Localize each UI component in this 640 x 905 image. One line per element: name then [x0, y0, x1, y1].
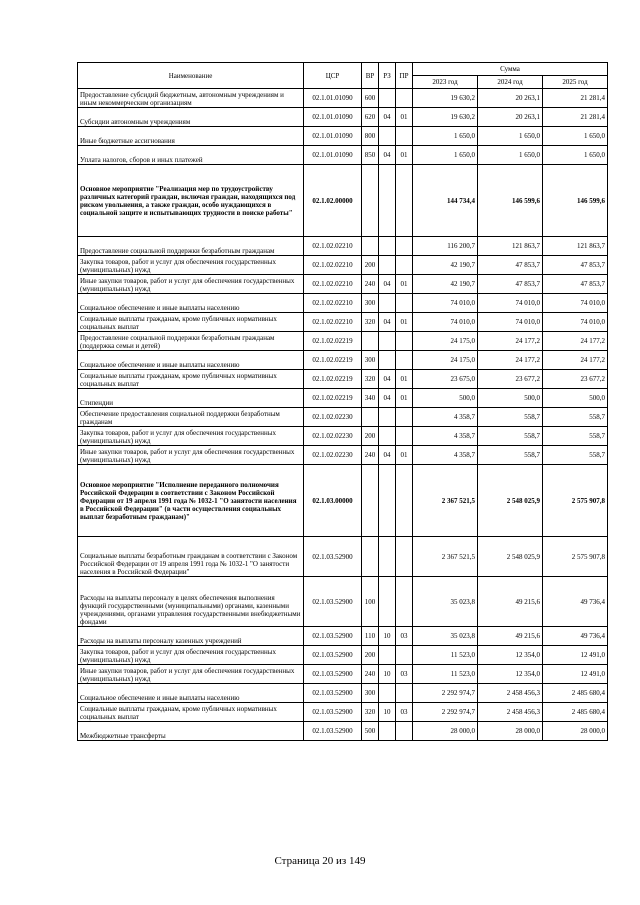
table-row: [78, 703, 608, 722]
table-row: [78, 646, 608, 665]
row-name: Социальное обеспечение и иные выплаты населению: [78, 351, 304, 370]
row-csr: 02.1.01.01090: [304, 108, 362, 127]
row-sum-2024: 146 599,6: [478, 165, 543, 237]
row-vr: 300: [362, 294, 379, 313]
row-csr: 02.1.03.00000: [304, 465, 362, 537]
row-rz: [379, 127, 396, 146]
row-name: Стипендии: [78, 389, 304, 408]
header-csr: ЦСР: [304, 63, 362, 89]
row-pr: 03: [396, 627, 413, 646]
row-sum-2024: 12 354,0: [478, 665, 543, 684]
row-sum-2025: 2 485 680,4: [543, 703, 608, 722]
table-row: [78, 294, 608, 313]
row-sum-2024: 47 853,7: [478, 275, 543, 294]
row-sum-2024: 20 263,1: [478, 89, 543, 108]
row-sum-2024: 558,7: [478, 408, 543, 427]
row-pr: 01: [396, 146, 413, 165]
row-sum-2023: 11 523,0: [413, 665, 478, 684]
row-sum-2023: 4 358,7: [413, 427, 478, 446]
row-sum-2025: 74 010,0: [543, 313, 608, 332]
row-pr: [396, 684, 413, 703]
row-rz: [379, 89, 396, 108]
row-csr: 02.1.02.02219: [304, 332, 362, 351]
table-row: [78, 627, 608, 646]
row-sum-2023: 28 000,0: [413, 722, 478, 741]
table-row: [78, 165, 608, 237]
row-sum-2024: 558,7: [478, 427, 543, 446]
table-row: [78, 256, 608, 275]
header-name: Наименование: [78, 63, 304, 89]
table-row: [78, 146, 608, 165]
header-pr: ПР: [396, 63, 413, 89]
table-row: [78, 108, 608, 127]
row-sum-2024: 1 650,0: [478, 127, 543, 146]
row-sum-2024: 20 263,1: [478, 108, 543, 127]
row-csr: 02.1.02.02230: [304, 446, 362, 465]
row-csr: 02.1.03.52900: [304, 627, 362, 646]
row-sum-2023: 2 367 521,5: [413, 537, 478, 577]
row-csr: 02.1.03.52900: [304, 684, 362, 703]
row-name: Расходы на выплаты персоналу в целях обеспечения выполнения функций государственными (муниципальными) органами, казенными учреждениями, органами управления государственными внебюджетными фондами: [78, 577, 304, 627]
row-sum-2024: 49 215,6: [478, 577, 543, 627]
row-sum-2025: 21 281,4: [543, 89, 608, 108]
table-row: [78, 665, 608, 684]
header-vr: ВР: [362, 63, 379, 89]
row-rz: 10: [379, 665, 396, 684]
row-csr: 02.1.02.02210: [304, 294, 362, 313]
row-sum-2023: 2 292 974,7: [413, 703, 478, 722]
row-sum-2025: 1 650,0: [543, 127, 608, 146]
row-sum-2023: 2 292 974,7: [413, 684, 478, 703]
row-name: Социальные выплаты гражданам, кроме публичных нормативных социальных выплат: [78, 313, 304, 332]
row-rz: [379, 577, 396, 627]
row-sum-2023: 2 367 521,5: [413, 465, 478, 537]
row-sum-2025: 47 853,7: [543, 275, 608, 294]
row-vr: [362, 332, 379, 351]
row-sum-2025: 21 281,4: [543, 108, 608, 127]
table-row: [78, 577, 608, 627]
row-vr: [362, 237, 379, 256]
row-vr: 320: [362, 703, 379, 722]
row-sum-2023: 42 190,7: [413, 256, 478, 275]
header-sum: Сумма: [413, 63, 608, 76]
table-body: [78, 89, 608, 741]
row-csr: 02.1.03.52900: [304, 665, 362, 684]
row-csr: 02.1.01.01090: [304, 89, 362, 108]
row-pr: [396, 165, 413, 237]
row-csr: 02.1.02.02210: [304, 237, 362, 256]
row-rz: [379, 408, 396, 427]
row-csr: 02.1.03.52900: [304, 646, 362, 665]
row-vr: [362, 165, 379, 237]
table-row: [78, 537, 608, 577]
row-sum-2024: 24 177,2: [478, 351, 543, 370]
row-sum-2025: 28 000,0: [543, 722, 608, 741]
row-sum-2025: 558,7: [543, 408, 608, 427]
row-pr: 01: [396, 389, 413, 408]
row-pr: [396, 351, 413, 370]
row-name: Субсидии автономным учреждениям: [78, 108, 304, 127]
row-sum-2025: 49 736,4: [543, 577, 608, 627]
row-sum-2024: 500,0: [478, 389, 543, 408]
row-csr: 02.1.02.02230: [304, 427, 362, 446]
row-pr: [396, 127, 413, 146]
row-name: Уплата налогов, сборов и иных платежей: [78, 146, 304, 165]
row-rz: [379, 332, 396, 351]
table-header: [78, 63, 608, 89]
row-sum-2025: 558,7: [543, 446, 608, 465]
row-sum-2025: 2 575 907,8: [543, 465, 608, 537]
row-sum-2024: 2 548 025,9: [478, 465, 543, 537]
row-pr: [396, 332, 413, 351]
row-rz: 04: [379, 146, 396, 165]
row-sum-2025: 49 736,4: [543, 627, 608, 646]
row-csr: 02.1.03.52900: [304, 577, 362, 627]
table-row: [78, 275, 608, 294]
row-vr: [362, 408, 379, 427]
row-rz: [379, 465, 396, 537]
row-csr: 02.1.02.00000: [304, 165, 362, 237]
row-sum-2025: 74 010,0: [543, 294, 608, 313]
row-vr: 240: [362, 665, 379, 684]
row-sum-2023: 4 358,7: [413, 408, 478, 427]
row-name: Основное мероприятие "Исполнение переданного полномочия Российской Федерации в соответствии с Законом Российской Федерации от 19 апреля 1991 года № 1032-1 "О занятости населения в Российской Федерации" (в части осуществления социальных выплат безработным гражданам)": [78, 465, 304, 537]
row-vr: 300: [362, 684, 379, 703]
row-sum-2025: 146 599,6: [543, 165, 608, 237]
row-rz: [379, 165, 396, 237]
table-row: [78, 408, 608, 427]
header-rz: РЗ: [379, 63, 396, 89]
row-sum-2023: 19 630,2: [413, 108, 478, 127]
row-pr: [396, 537, 413, 577]
row-pr: 03: [396, 703, 413, 722]
row-csr: 02.1.01.01090: [304, 146, 362, 165]
row-rz: 04: [379, 370, 396, 389]
row-sum-2023: 19 630,2: [413, 89, 478, 108]
row-csr: 02.1.03.52900: [304, 703, 362, 722]
row-sum-2025: 1 650,0: [543, 146, 608, 165]
row-name: Основное мероприятие "Реализация мер по трудоустройству различных категорий граждан, включая граждан, находящихся под риском увольнения, а также граждан, особо нуждающихся в социальной защите и испытывающих трудности в поиске работы": [78, 165, 304, 237]
row-rz: 10: [379, 703, 396, 722]
row-name: Закупка товаров, работ и услуг для обеспечения государственных (муниципальных) нужд: [78, 427, 304, 446]
table-row: [78, 332, 608, 351]
row-csr: 02.1.02.02230: [304, 408, 362, 427]
row-rz: [379, 427, 396, 446]
page-number: Страница 20 из 149: [274, 855, 366, 867]
row-rz: 04: [379, 389, 396, 408]
row-sum-2024: 24 177,2: [478, 332, 543, 351]
row-sum-2025: 24 177,2: [543, 351, 608, 370]
row-sum-2024: 2 548 025,9: [478, 537, 543, 577]
row-pr: [396, 237, 413, 256]
row-vr: 200: [362, 646, 379, 665]
row-sum-2025: 500,0: [543, 389, 608, 408]
row-rz: [379, 351, 396, 370]
row-vr: 300: [362, 351, 379, 370]
budget-table: [77, 62, 608, 741]
row-sum-2025: 12 491,0: [543, 665, 608, 684]
row-pr: 01: [396, 446, 413, 465]
row-rz: 04: [379, 275, 396, 294]
row-pr: [396, 408, 413, 427]
row-vr: 620: [362, 108, 379, 127]
row-vr: 850: [362, 146, 379, 165]
row-name: Иные закупки товаров, работ и услуг для обеспечения государственных (муниципальных) нужд: [78, 665, 304, 684]
row-name: Обеспечение предоставления социальной поддержки безработным гражданам: [78, 408, 304, 427]
row-name: Закупка товаров, работ и услуг для обеспечения государственных (муниципальных) нужд: [78, 256, 304, 275]
row-vr: 110: [362, 627, 379, 646]
row-sum-2025: 558,7: [543, 427, 608, 446]
row-pr: [396, 89, 413, 108]
table-row: [78, 351, 608, 370]
header-year-2024: 2024 год: [478, 76, 543, 89]
row-sum-2025: 12 491,0: [543, 646, 608, 665]
table-row: [78, 465, 608, 537]
row-sum-2025: 47 853,7: [543, 256, 608, 275]
row-name: Межбюджетные трансферты: [78, 722, 304, 741]
row-name: Предоставление социальной поддержки безработным гражданам (поддержка семьи и детей): [78, 332, 304, 351]
row-sum-2023: 74 010,0: [413, 313, 478, 332]
row-sum-2023: 11 523,0: [413, 646, 478, 665]
row-rz: [379, 722, 396, 741]
row-csr: 02.1.03.52900: [304, 537, 362, 577]
row-rz: [379, 237, 396, 256]
row-sum-2024: 23 677,2: [478, 370, 543, 389]
header-year-2025: 2025 год: [543, 76, 608, 89]
row-vr: 800: [362, 127, 379, 146]
row-rz: 04: [379, 446, 396, 465]
row-name: Закупка товаров, работ и услуг для обеспечения государственных (муниципальных) нужд: [78, 646, 304, 665]
row-sum-2023: 1 650,0: [413, 146, 478, 165]
row-sum-2023: 23 675,0: [413, 370, 478, 389]
row-sum-2024: 74 010,0: [478, 294, 543, 313]
row-vr: 240: [362, 275, 379, 294]
row-sum-2023: 24 175,0: [413, 332, 478, 351]
row-vr: 200: [362, 427, 379, 446]
row-name: Социальное обеспечение и иные выплаты населению: [78, 294, 304, 313]
row-rz: [379, 294, 396, 313]
row-vr: 340: [362, 389, 379, 408]
row-vr: [362, 537, 379, 577]
row-vr: 600: [362, 89, 379, 108]
row-vr: [362, 465, 379, 537]
row-name: Социальные выплаты безработным гражданам в соответствии с Законом Российской Федерации от 19 апреля 1991 года № 1032-1 "О занятости населения в Российской Федерации": [78, 537, 304, 577]
row-name: Расходы на выплаты персоналу казенных учреждений: [78, 627, 304, 646]
row-csr: 02.1.02.02219: [304, 389, 362, 408]
row-rz: [379, 684, 396, 703]
row-pr: [396, 646, 413, 665]
table-row: [78, 389, 608, 408]
table-row: [78, 446, 608, 465]
row-sum-2024: 49 215,6: [478, 627, 543, 646]
row-sum-2024: 1 650,0: [478, 146, 543, 165]
row-pr: 01: [396, 313, 413, 332]
row-vr: 240: [362, 446, 379, 465]
table-row: [78, 237, 608, 256]
row-name: Социальные выплаты гражданам, кроме публичных нормативных социальных выплат: [78, 370, 304, 389]
row-pr: 01: [396, 108, 413, 127]
row-pr: [396, 577, 413, 627]
row-csr: 02.1.03.52900: [304, 722, 362, 741]
header-year-2023: 2023 год: [413, 76, 478, 89]
row-sum-2023: 116 200,7: [413, 237, 478, 256]
row-sum-2025: 23 677,2: [543, 370, 608, 389]
row-vr: 320: [362, 313, 379, 332]
row-sum-2024: 28 000,0: [478, 722, 543, 741]
row-name: Социальные выплаты гражданам, кроме публичных нормативных социальных выплат: [78, 703, 304, 722]
row-name: Иные закупки товаров, работ и услуг для обеспечения государственных (муниципальных) нужд: [78, 275, 304, 294]
row-csr: 02.1.02.02219: [304, 370, 362, 389]
row-sum-2024: 2 458 456,3: [478, 703, 543, 722]
row-vr: 200: [362, 256, 379, 275]
table-row: [78, 89, 608, 108]
row-sum-2023: 35 023,8: [413, 577, 478, 627]
row-pr: 03: [396, 665, 413, 684]
row-sum-2025: 2 575 907,8: [543, 537, 608, 577]
row-pr: [396, 465, 413, 537]
row-sum-2023: 74 010,0: [413, 294, 478, 313]
row-sum-2023: 500,0: [413, 389, 478, 408]
row-vr: 100: [362, 577, 379, 627]
table-row: [78, 684, 608, 703]
row-name: Иные бюджетные ассигнования: [78, 127, 304, 146]
row-csr: 02.1.01.01090: [304, 127, 362, 146]
row-csr: 02.1.02.02219: [304, 351, 362, 370]
row-name: Предоставление социальной поддержки безработным гражданам: [78, 237, 304, 256]
row-sum-2024: 74 010,0: [478, 313, 543, 332]
row-rz: [379, 537, 396, 577]
row-sum-2025: 121 863,7: [543, 237, 608, 256]
row-sum-2023: 1 650,0: [413, 127, 478, 146]
row-name: Социальное обеспечение и иные выплаты населению: [78, 684, 304, 703]
row-pr: 01: [396, 275, 413, 294]
row-pr: [396, 294, 413, 313]
table-row: [78, 722, 608, 741]
row-sum-2023: 24 175,0: [413, 351, 478, 370]
row-vr: 500: [362, 722, 379, 741]
table-row: [78, 127, 608, 146]
row-rz: 10: [379, 627, 396, 646]
row-pr: 01: [396, 370, 413, 389]
row-sum-2023: 4 358,7: [413, 446, 478, 465]
row-sum-2023: 144 734,4: [413, 165, 478, 237]
row-sum-2024: 2 458 456,3: [478, 684, 543, 703]
row-csr: 02.1.02.02210: [304, 256, 362, 275]
row-sum-2025: 2 485 680,4: [543, 684, 608, 703]
row-sum-2024: 558,7: [478, 446, 543, 465]
row-pr: [396, 427, 413, 446]
table-row: [78, 313, 608, 332]
table-row: [78, 427, 608, 446]
row-name: Предоставление субсидий бюджетным, автономным учреждениям и иным некоммерческим организациям: [78, 89, 304, 108]
row-pr: [396, 256, 413, 275]
row-sum-2023: 42 190,7: [413, 275, 478, 294]
row-sum-2024: 47 853,7: [478, 256, 543, 275]
row-sum-2024: 12 354,0: [478, 646, 543, 665]
row-vr: 320: [362, 370, 379, 389]
row-rz: 04: [379, 108, 396, 127]
row-rz: 04: [379, 313, 396, 332]
row-sum-2023: 35 023,8: [413, 627, 478, 646]
row-csr: 02.1.02.02210: [304, 275, 362, 294]
row-rz: [379, 256, 396, 275]
row-rz: [379, 646, 396, 665]
row-csr: 02.1.02.02210: [304, 313, 362, 332]
table-row: [78, 370, 608, 389]
row-sum-2025: 24 177,2: [543, 332, 608, 351]
row-name: Иные закупки товаров, работ и услуг для обеспечения государственных (муниципальных) нужд: [78, 446, 304, 465]
row-pr: [396, 722, 413, 741]
row-sum-2024: 121 863,7: [478, 237, 543, 256]
